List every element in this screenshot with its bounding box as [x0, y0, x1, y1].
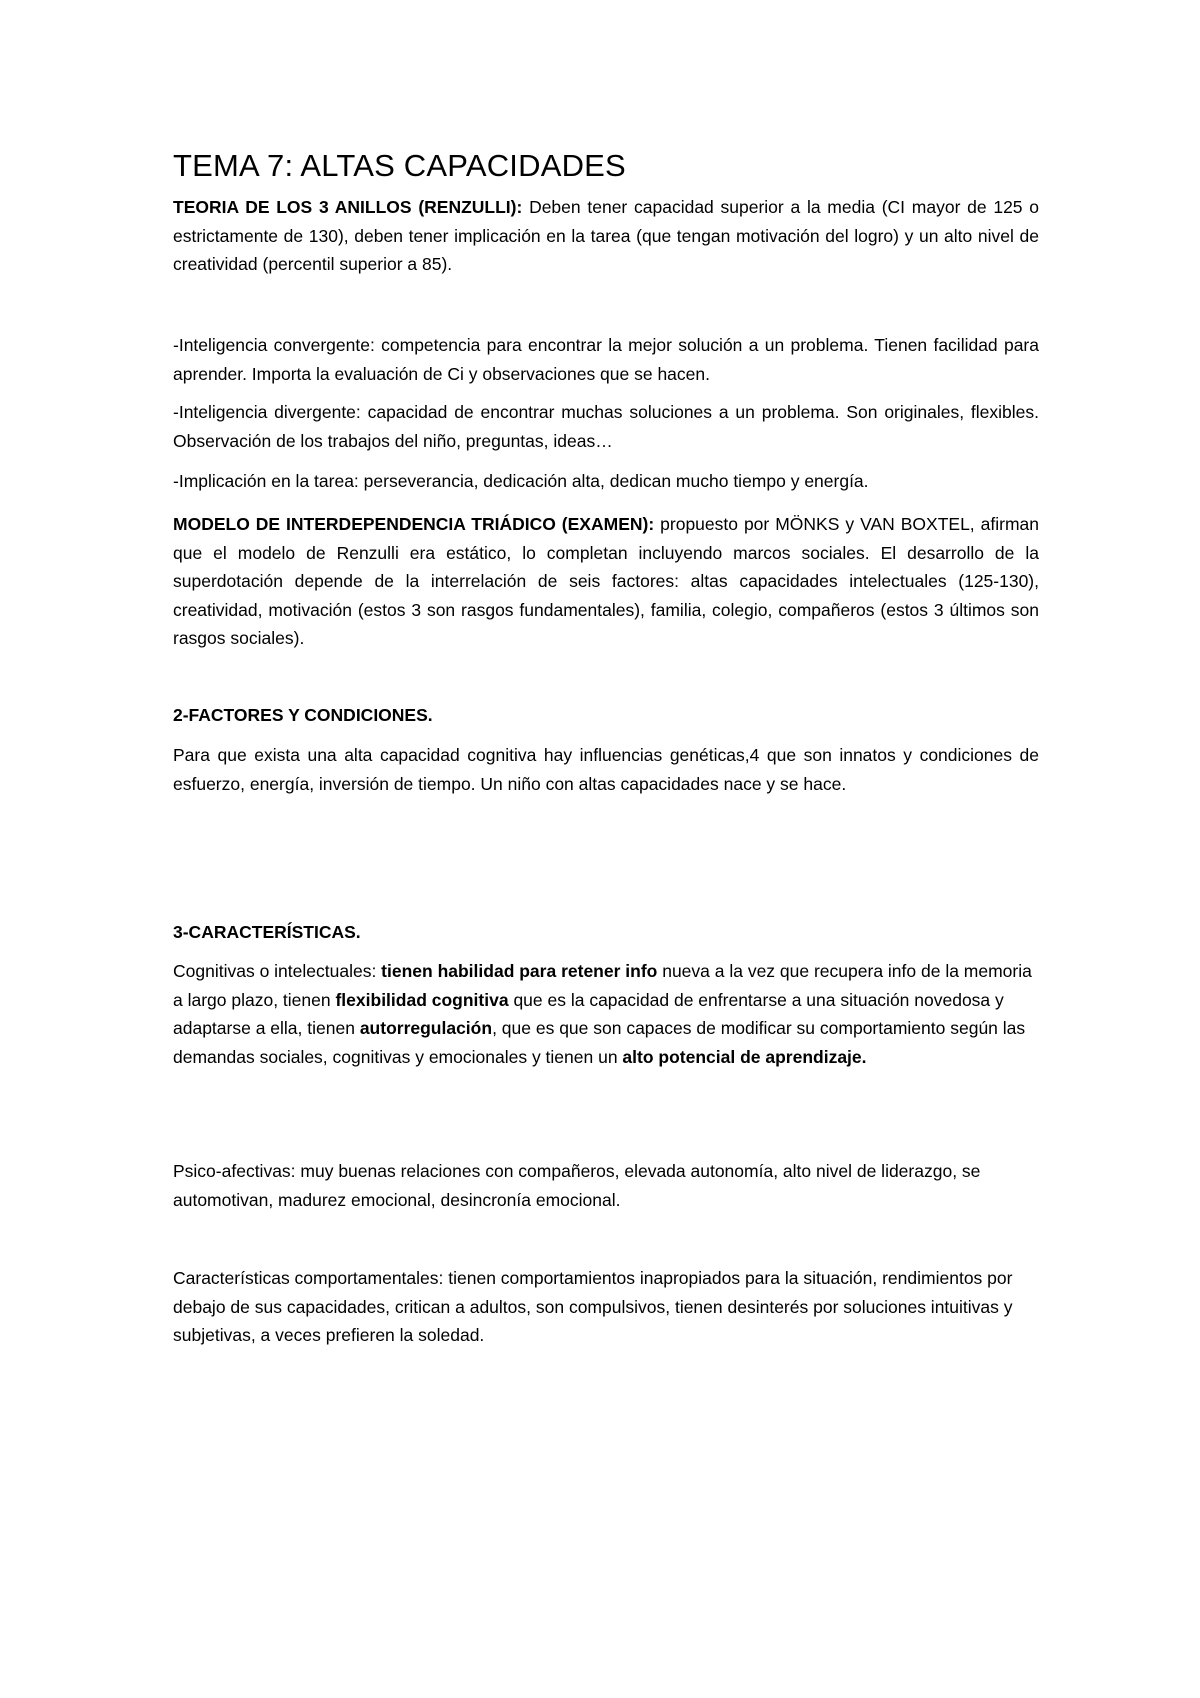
cognitivas-bold-1: tienen habilidad para retener info	[381, 961, 658, 981]
modelo-colon: :	[648, 514, 655, 534]
cognitivas-text-2: nueva a la vez que recupera info de la memoria a largo plazo, tienen	[173, 961, 1032, 1010]
factores-heading: 2-FACTORES Y CONDICIONES.	[173, 705, 433, 725]
cognitivas-text-1: Cognitivas o intelectuales:	[173, 961, 382, 981]
divergente-paragraph: -Inteligencia divergente: capacidad de encontrar muchas soluciones a un problema. Son originales, flexibles. Observación de los trabajos del niño, preguntas, ideas…	[173, 402, 1039, 451]
cognitivas-text-3: que es la capacidad de enfrentarse a una situación novedosa y adaptarse a ella, tienen	[173, 989, 1004, 1038]
comportamentales-paragraph: Características comportamentales: tienen comportamientos inapropiados para la situación, rendimientos por debajo de sus capacidades, critican a adultos, son compulsivos, tienen desinterés por soluciones intuitivas y subjetivas, a veces prefieren la soledad.	[173, 1268, 1013, 1345]
modelo-label: MODELO DE INTERDEPENDENCIA TRIÁDICO (EXAMEN)	[173, 514, 649, 534]
cognitivas-text-4: , que es que son capaces de modificar su comportamiento según las demandas sociales, cognitivas y emocionales y tienen un	[173, 1018, 1026, 1067]
modelo-paragraph	[173, 510, 1039, 653]
implicacion-paragraph: -Implicación en la tarea: perseverancia, dedicación alta, dedican mucho tiempo y energía.	[173, 471, 869, 491]
caracteristicas-heading: 3-CARACTERÍSTICAS.	[173, 922, 361, 942]
renzulli-label: TEORIA DE LOS 3 ANILLOS (RENZULLI):	[173, 197, 523, 217]
psicoafectivas-paragraph: Psico-afectivas: muy buenas relaciones con compañeros, elevada autonomía, alto nivel de liderazgo, se automotivan, madurez emocional, desincronía emocional.	[173, 1161, 981, 1210]
cognitivas-bold-4: alto potencial de aprendizaje.	[622, 1046, 867, 1067]
convergente-paragraph: -Inteligencia convergente: competencia para encontrar la mejor solución a un problema. Tienen facilidad para aprender. Importa la evaluación de Ci y observaciones que se hacen.	[173, 335, 1039, 384]
factores-paragraph: Para que exista una alta capacidad cognitiva hay influencias genéticas,4 que son innatos y condiciones de esfuerzo, energía, inversión de tiempo. Un niño con altas capacidades nace y se hace.	[173, 745, 1039, 794]
cognitivas-paragraph	[173, 957, 1039, 1071]
cognitivas-bold-2: flexibilidad cognitiva	[335, 989, 509, 1010]
modelo-text: propuesto por MÖNKS y VAN BOXTEL, afirman que el modelo de Renzulli era estático, lo completan incluyendo marcos sociales. El desarrollo de la superdotación depende de la interrelación de seis factores: altas capacidades intelectuales (125-130), creatividad, motivación (estos 3 son rasgos fundamentales), familia, colegio, compañeros (estos 3 últimos son rasgos sociales).	[173, 514, 1039, 648]
cognitivas-bold-3: autorregulación	[359, 1018, 493, 1038]
document-title: TEMA 7: ALTAS CAPACIDADES	[173, 148, 626, 183]
renzulli-text: Deben tener capacidad superior a la media (CI mayor de 125 o estrictamente de 130), deben tener implicación en la tarea (que tengan motivación del logro) y un alto nivel de creatividad (percentil superior a 85).	[173, 197, 1039, 274]
renzulli-paragraph	[173, 193, 1039, 279]
